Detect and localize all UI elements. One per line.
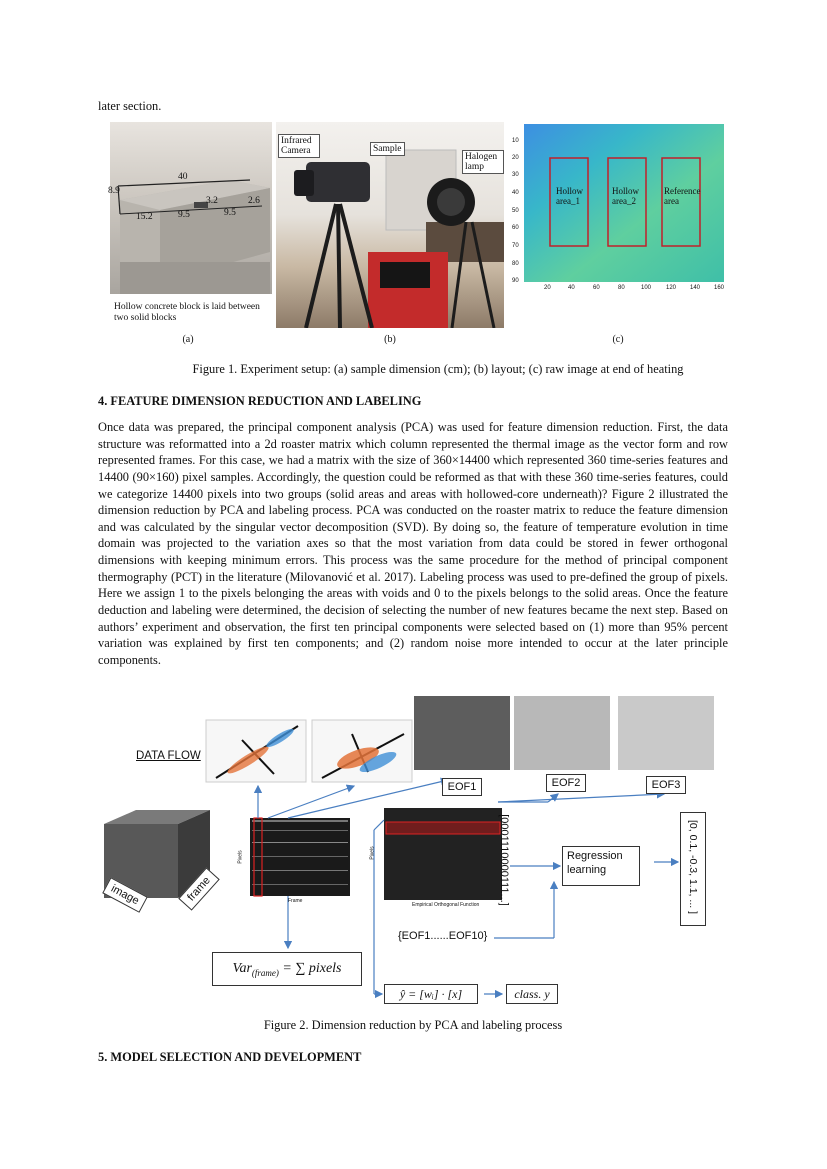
figure-1	[108, 122, 728, 352]
c-xtick-160: 160	[714, 285, 725, 291]
c-ytick-10: 10	[512, 138, 519, 144]
panel-a-note: Hollow concrete block is laid between two solid blocks	[114, 302, 260, 323]
c-box-label-1: Hollow area_1	[556, 186, 583, 206]
plot1-ylabel: Pixels	[237, 850, 244, 864]
eof2-box: EOF2	[546, 774, 586, 792]
frame-matrix	[250, 818, 350, 896]
c-ytick-80: 80	[512, 261, 519, 267]
c-xtick-100: 100	[641, 285, 652, 291]
c-xtick-140: 140	[690, 285, 701, 291]
cube-label-frame: frame	[178, 867, 219, 910]
var-subscript: (frame)	[251, 967, 279, 978]
panel-a-label: (a)	[182, 334, 194, 345]
c-ytick-30: 30	[512, 172, 519, 178]
section-4-paragraph: Once data was prepared, the principal component analysis (PCA) was used for feature dimension reduction. First, the data structure was reformatted into a 2d roaster matrix which column represented the thermal image as the vector form and row represented frames. For this case, we had a matrix with the size of 360×14400 which represented 360 time-series features and 14400 (90×160) pixel samples. Accordingly, the question could be reformed as that with these 360 time-series features, could we categorize 14400 pixels into two groups (solid areas and areas with hollowed-core underneath)? Figure 2 illustrated the dimension reduction by PCA and labeling process. PCA was conducted on the roaster matrix to reduce the feature dimension and was calculated by the singular vector decomposition (SVD). By doing so, the feature of temperature evolution in time domain was projected to the variation axes so that the most variation from data could be stored in fewer orthogonal dimensions with keeping minimum errors. This process was the same procedure for the method of principal component thermography (PCT) in the literature (Milovanović et al. 2017). Labeling process was used to pre-defined the group of pixels. Here we assign 1 to the pixels belonging the areas with voids and 0 to the pixels belongs to the solid areas. Once the feature deduction and labeling were determined, the decision of selecting the number of new features became the next step. Based on authors’ experiment and observation, the first ten principal components were selected based on (1) more than 95% percent variation was explained by first ten components; and (2) random noise more intended to occur at the later principle components.	[98, 420, 728, 667]
c-xtick-20: 20	[544, 285, 551, 291]
c-xtick-80: 80	[618, 285, 625, 291]
output-vector-box	[680, 812, 706, 926]
cube-label-image: image	[102, 877, 148, 913]
dim-15-2: 15.2	[136, 212, 153, 222]
label-sample: Sample	[370, 142, 405, 156]
dim-40: 40	[178, 172, 188, 182]
label-infrared-camera: Infrared Camera	[278, 134, 320, 158]
data-flow-title: DATA FLOW	[136, 750, 201, 762]
dim-2-6: 2.6	[248, 196, 260, 206]
regression-learning-box: Regression learning	[562, 846, 640, 886]
c-ytick-50: 50	[512, 208, 519, 214]
plot1-xlabel: Frame	[288, 898, 303, 904]
panel-b-label: (b)	[384, 334, 396, 345]
figure-2	[98, 690, 728, 1010]
c-box-label-2: Hollow area_2	[612, 186, 639, 206]
c-ytick-90: 90	[512, 278, 519, 284]
panel-c-thermal	[510, 122, 728, 294]
eof1-box: EOF1	[442, 778, 482, 796]
c-ytick-40: 40	[512, 190, 519, 196]
concrete-block-drawing	[110, 122, 272, 294]
c-ytick-60: 60	[512, 225, 519, 231]
dim-9-5-b: 9.5	[224, 208, 236, 218]
class-y-box: class. y	[506, 984, 558, 1004]
panel-c-label: (c)	[612, 334, 624, 345]
c-xtick-40: 40	[568, 285, 575, 291]
thermal-image	[510, 122, 728, 294]
eof3-box: EOF3	[646, 776, 686, 794]
plot2-xlabel: Empirical Orthogonal Function	[412, 902, 480, 908]
binary-vector: [0001110000111...]	[497, 814, 510, 906]
section-4-heading: 4. FEATURE DIMENSION REDUCTION AND LABELING	[98, 394, 422, 408]
variance-formula-box	[212, 952, 362, 986]
var-symbol: Var	[232, 961, 252, 976]
figure-2-caption: Figure 2. Dimension reduction by PCA and labeling process	[263, 1018, 563, 1032]
var-rhs: = ∑ pixels	[282, 961, 342, 976]
c-xtick-120: 120	[666, 285, 677, 291]
dim-8-9: 8.9	[108, 186, 120, 196]
dim-3-2: 3.2	[206, 196, 218, 206]
output-vector: [0, 0.1, -0.3, 1.1, ... ]	[687, 820, 699, 914]
c-xtick-60: 60	[593, 285, 600, 291]
c-ytick-70: 70	[512, 243, 519, 249]
label-halogen-lamp: Halogen lamp	[462, 150, 504, 174]
eof-range: {EOF1......EOF10}	[398, 930, 488, 942]
regression-formula-box: ŷ = [wᵢ] · [x]	[384, 984, 478, 1004]
c-box-label-3: Reference area	[664, 186, 701, 206]
plot2-ylabel: Pixels	[369, 846, 376, 860]
figure-1-caption: Figure 1. Experiment setup: (a) sample dimension (cm); (b) layout; (c) raw image at end of heating	[192, 362, 684, 376]
dim-9-5-a: 9.5	[178, 210, 190, 220]
c-ytick-20: 20	[512, 155, 519, 161]
panel-a-photo	[110, 122, 272, 294]
eof-matrix	[384, 808, 502, 900]
top-text: later section.	[98, 99, 162, 113]
section-5-heading: 5. MODEL SELECTION AND DEVELOPMENT	[98, 1050, 362, 1064]
